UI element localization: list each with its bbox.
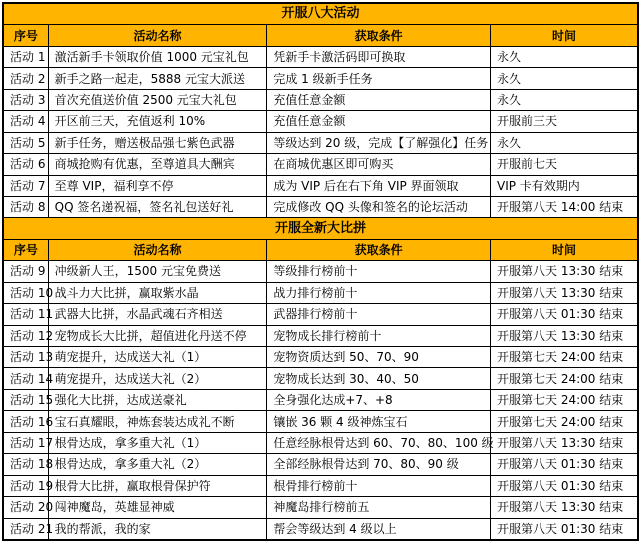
row-name-cell: 萌宠提升，达成送大礼（1） — [48, 347, 267, 368]
row-seq-cell: 活动 15 — [3, 389, 48, 410]
row-time-cell: 开服第八天 01:30 结束 — [491, 304, 639, 325]
column-header: 序号 — [3, 239, 48, 260]
row-name-cell: 商城抢购有优惠，至尊道具大酬宾 — [48, 154, 267, 175]
row-time-cell: 开服第八天 14:00 结束 — [491, 196, 639, 217]
table-row — [3, 325, 638, 346]
row-seq-cell: 活动 17 — [3, 432, 48, 453]
row-time-cell: 开服第八天 01:30 结束 — [491, 454, 639, 475]
row-condition-cell: 任意经脉根骨达到 60、70、80、100 级 — [267, 432, 491, 453]
row-time-cell: 开服第八天 13:30 结束 — [491, 497, 639, 518]
section-title: 开服八大活动 — [3, 3, 638, 25]
table-row — [3, 111, 638, 132]
column-header-row — [3, 25, 638, 46]
table-row — [3, 368, 638, 389]
table-row — [3, 68, 638, 89]
row-seq-cell: 活动 13 — [3, 347, 48, 368]
row-seq-cell: 活动 8 — [3, 196, 48, 217]
row-name-cell: 根骨达成，拿多重大礼（1） — [48, 432, 267, 453]
row-seq-cell: 活动 5 — [3, 132, 48, 153]
row-time-cell: 开服第七天 24:00 结束 — [491, 347, 639, 368]
row-condition-cell: 神魔岛排行榜前五 — [267, 497, 491, 518]
table-row — [3, 261, 638, 282]
row-time-cell: 永久 — [491, 68, 639, 89]
row-seq-cell: 活动 2 — [3, 68, 48, 89]
row-time-cell: 开服第八天 13:30 结束 — [491, 282, 639, 303]
row-name-cell: 武器大比拼，水晶武魂石齐相送 — [48, 304, 267, 325]
row-condition-cell: 宠物成长达到 30、40、50 — [267, 368, 491, 389]
row-time-cell: 开服第八天 13:30 结束 — [491, 261, 639, 282]
row-seq-cell: 活动 10 — [3, 282, 48, 303]
row-name-cell: 萌宠提升，达成送大礼（2） — [48, 368, 267, 389]
row-condition-cell: 成为 VIP 后在右下角 VIP 界面领取 — [267, 175, 491, 196]
row-name-cell: 新手之路一起走，5888 元宝大派送 — [48, 68, 267, 89]
row-name-cell: 宠物成长大比拼，超值进化丹送不停 — [48, 325, 267, 346]
row-seq-cell: 活动 1 — [3, 46, 48, 67]
row-time-cell: 永久 — [491, 132, 639, 153]
table-row — [3, 518, 638, 540]
row-seq-cell: 活动 20 — [3, 497, 48, 518]
row-seq-cell: 活动 12 — [3, 325, 48, 346]
row-condition-cell: 镶嵌 36 颗 4 级神炼宝石 — [267, 411, 491, 432]
table-row — [3, 175, 638, 196]
row-name-cell: QQ 签名递祝福，签名礼包送好礼 — [48, 196, 267, 217]
row-name-cell: 我的帮派，我的家 — [48, 518, 267, 540]
row-time-cell: 开服第七天 24:00 结束 — [491, 389, 639, 410]
row-name-cell: 宝石真耀眼，神炼套装达成礼不断 — [48, 411, 267, 432]
row-condition-cell: 全部经脉根骨达到 70、80、90 级 — [267, 454, 491, 475]
row-condition-cell: 帮会等级达到 4 级以上 — [267, 518, 491, 540]
table-row — [3, 411, 638, 432]
column-header: 获取条件 — [267, 25, 491, 46]
row-condition-cell: 充值任意金额 — [267, 89, 491, 110]
row-time-cell: 开服第八天 01:30 结束 — [491, 518, 639, 540]
row-condition-cell: 等级达到 20 级，完成【了解强化】任务 — [267, 132, 491, 153]
row-time-cell: 开服第八天 13:30 结束 — [491, 432, 639, 453]
row-time-cell: 开服第八天 01:30 结束 — [491, 475, 639, 496]
column-header: 获取条件 — [267, 239, 491, 260]
section-header-row — [3, 218, 638, 239]
row-seq-cell: 活动 6 — [3, 154, 48, 175]
row-time-cell: 开服前三天 — [491, 111, 639, 132]
row-seq-cell: 活动 7 — [3, 175, 48, 196]
row-name-cell: 首次充值送价值 2500 元宝大礼包 — [48, 89, 267, 110]
column-header-row — [3, 239, 638, 260]
row-name-cell: 强化大比拼，达成送豪礼 — [48, 389, 267, 410]
row-name-cell: 冲级新人王，1500 元宝免费送 — [48, 261, 267, 282]
row-condition-cell: 在商城优惠区即可购买 — [267, 154, 491, 175]
row-seq-cell: 活动 19 — [3, 475, 48, 496]
table-row — [3, 389, 638, 410]
column-header: 活动名称 — [48, 25, 267, 46]
row-seq-cell: 活动 18 — [3, 454, 48, 475]
table-row — [3, 46, 638, 67]
row-seq-cell: 活动 16 — [3, 411, 48, 432]
table-row — [3, 475, 638, 496]
table-row — [3, 132, 638, 153]
section-header-row — [3, 3, 638, 25]
row-seq-cell: 活动 21 — [3, 518, 48, 540]
table-row — [3, 89, 638, 110]
row-name-cell: 开区前三天，充值返利 10% — [48, 111, 267, 132]
row-time-cell: 永久 — [491, 89, 639, 110]
row-condition-cell: 武器排行榜前十 — [267, 304, 491, 325]
row-seq-cell: 活动 14 — [3, 368, 48, 389]
row-condition-cell: 全身强化达成+7、+8 — [267, 389, 491, 410]
row-name-cell: 战斗力大比拼，赢取紫水晶 — [48, 282, 267, 303]
row-condition-cell: 凭新手卡激活码即可换取 — [267, 46, 491, 67]
row-name-cell: 根骨达成，拿多重大礼（2） — [48, 454, 267, 475]
row-seq-cell: 活动 11 — [3, 304, 48, 325]
table-row — [3, 454, 638, 475]
row-condition-cell: 宠物资质达到 50、70、90 — [267, 347, 491, 368]
table-row — [3, 432, 638, 453]
column-header: 序号 — [3, 25, 48, 46]
row-seq-cell: 活动 9 — [3, 261, 48, 282]
row-condition-cell: 等级排行榜前十 — [267, 261, 491, 282]
row-condition-cell: 战力排行榜前十 — [267, 282, 491, 303]
row-seq-cell: 活动 4 — [3, 111, 48, 132]
row-time-cell: 开服第七天 24:00 结束 — [491, 411, 639, 432]
row-time-cell: 永久 — [491, 46, 639, 67]
column-header: 活动名称 — [48, 239, 267, 260]
activity-table — [2, 2, 639, 541]
row-time-cell: 开服第八天 13:30 结束 — [491, 325, 639, 346]
row-name-cell: 根骨大比拼，赢取根骨保护符 — [48, 475, 267, 496]
table-row — [3, 304, 638, 325]
column-header: 时间 — [491, 25, 639, 46]
table-row — [3, 196, 638, 217]
row-condition-cell: 完成 1 级新手任务 — [267, 68, 491, 89]
row-name-cell: 闯神魔岛，英雄显神威 — [48, 497, 267, 518]
section-title: 开服全新大比拼 — [3, 218, 638, 239]
row-time-cell: 开服第七天 24:00 结束 — [491, 368, 639, 389]
row-time-cell: VIP 卡有效期内 — [491, 175, 639, 196]
row-condition-cell: 完成修改 QQ 头像和签名的论坛活动 — [267, 196, 491, 217]
activity-table-body — [3, 3, 638, 540]
table-row — [3, 154, 638, 175]
row-time-cell: 开服前七天 — [491, 154, 639, 175]
row-name-cell: 新手任务，赠送极品强七紫色武器 — [48, 132, 267, 153]
row-condition-cell: 宠物成长排行榜前十 — [267, 325, 491, 346]
table-row — [3, 497, 638, 518]
row-name-cell: 至尊 VIP，福利享不停 — [48, 175, 267, 196]
row-seq-cell: 活动 3 — [3, 89, 48, 110]
row-condition-cell: 根骨排行榜前十 — [267, 475, 491, 496]
row-condition-cell: 充值任意金额 — [267, 111, 491, 132]
table-row — [3, 347, 638, 368]
table-row — [3, 282, 638, 303]
row-name-cell: 激活新手卡领取价值 1000 元宝礼包 — [48, 46, 267, 67]
column-header: 时间 — [491, 239, 639, 260]
